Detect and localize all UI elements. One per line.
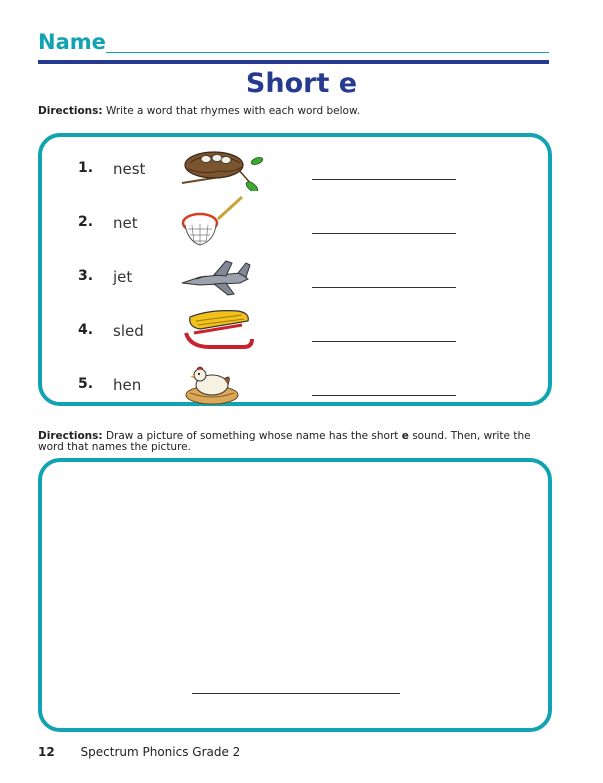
item-word: nest bbox=[113, 160, 146, 178]
title-divider bbox=[38, 60, 549, 64]
directions-2-text-1: Draw a picture of something whose name has the short bbox=[105, 430, 399, 442]
directions-1 bbox=[38, 106, 553, 117]
item-word: jet bbox=[113, 268, 133, 286]
item-number: 4. bbox=[78, 322, 94, 338]
jet-plane-icon bbox=[180, 255, 270, 299]
drawing-box[interactable] bbox=[38, 458, 552, 732]
word-write-line[interactable] bbox=[192, 693, 400, 694]
name-row bbox=[38, 28, 549, 58]
item-word: hen bbox=[113, 376, 142, 394]
answer-line[interactable] bbox=[312, 179, 456, 180]
answer-line[interactable] bbox=[312, 341, 456, 342]
rhyme-box bbox=[38, 133, 552, 406]
directions-2-text-2: sound. Then, write the word that names the picture. bbox=[38, 430, 531, 453]
answer-line[interactable] bbox=[312, 395, 456, 396]
name-write-line[interactable] bbox=[106, 52, 549, 53]
item-number: 3. bbox=[78, 268, 94, 284]
item-number: 2. bbox=[78, 214, 94, 230]
page-number: 12 bbox=[38, 745, 55, 759]
list-item bbox=[42, 363, 548, 403]
sled-icon bbox=[180, 303, 270, 353]
hen-icon bbox=[180, 363, 270, 407]
fishing-net-icon bbox=[180, 193, 270, 249]
page-title: Short e bbox=[245, 68, 358, 99]
directions-1-text: Write a word that rhymes with each word below. bbox=[105, 105, 360, 117]
item-number: 1. bbox=[78, 160, 94, 176]
directions-2-label: Directions: bbox=[38, 430, 103, 442]
list-item bbox=[42, 255, 548, 295]
item-word: net bbox=[113, 214, 138, 232]
item-number: 5. bbox=[78, 376, 94, 392]
directions-1-label: Directions: bbox=[38, 105, 103, 117]
list-item bbox=[42, 201, 548, 241]
list-item bbox=[42, 309, 548, 349]
directions-2-bold-letter: e bbox=[401, 430, 409, 442]
name-label: Name bbox=[38, 30, 106, 54]
item-word: sled bbox=[113, 322, 144, 340]
directions-2 bbox=[38, 431, 553, 453]
book-title: Spectrum Phonics Grade 2 bbox=[80, 745, 241, 759]
footer bbox=[38, 745, 240, 759]
answer-line[interactable] bbox=[312, 233, 456, 234]
list-item bbox=[42, 147, 548, 187]
bird-nest-icon bbox=[180, 147, 270, 191]
answer-line[interactable] bbox=[312, 287, 456, 288]
